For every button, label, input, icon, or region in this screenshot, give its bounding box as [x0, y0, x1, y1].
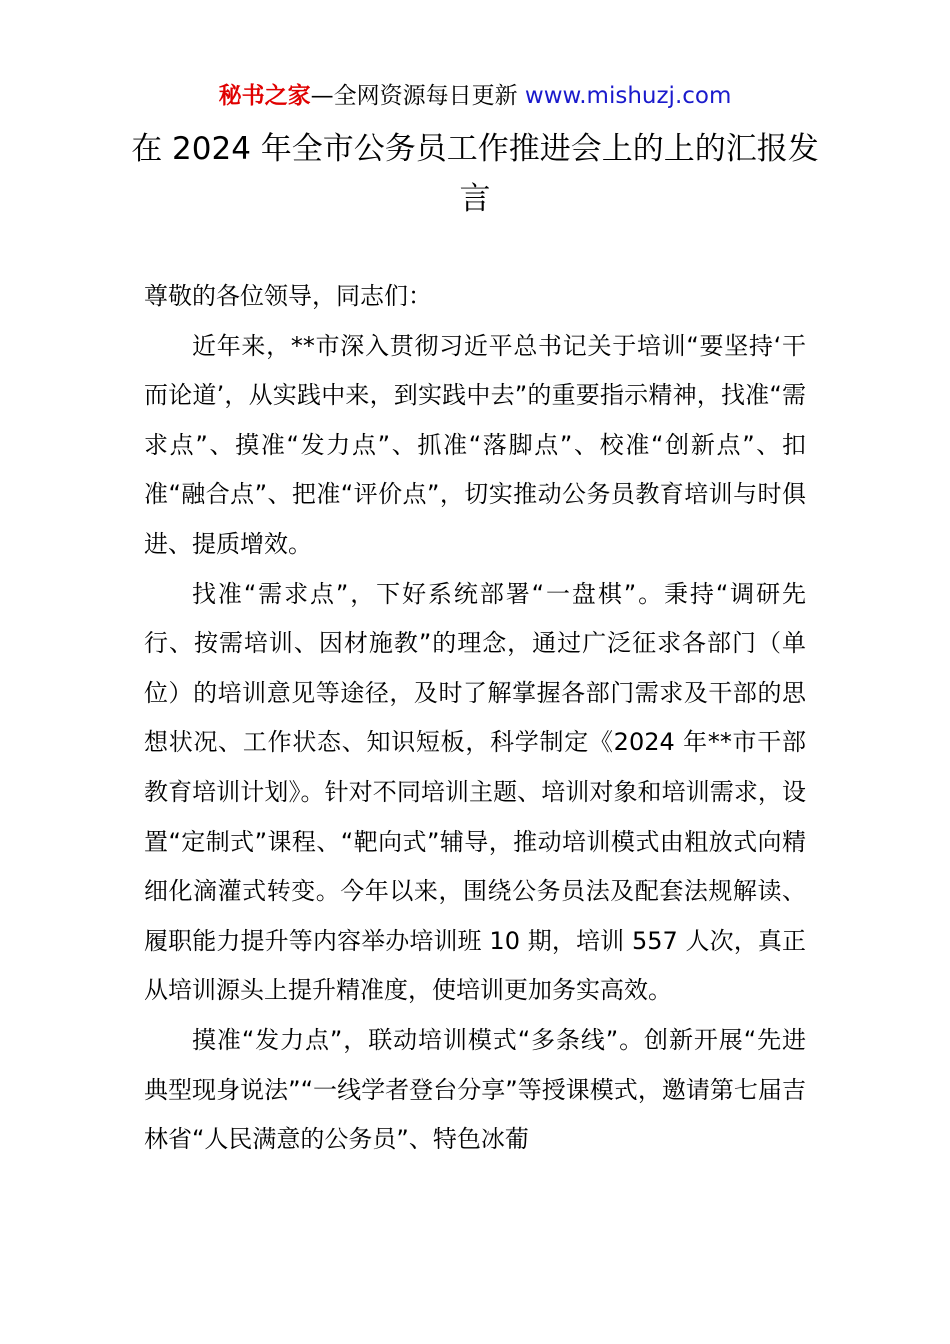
- paragraph-demand-point: 找准“需求点”，下好系统部署“一盘棋”。秉持“调研先行、按需培训、因材施教”的理念，通过广泛征求各部门（单位）的培训意见等途径，及时了解掌握各部门需求及干部的思想状况、工作状态、知识短板，科学制定《2024 年**市干部教育培训计划》。针对不同培训主题、培训对象和培训需求，设置“定制式”课程、“靶向式”辅导，推动培训模式由粗放式向精细化滴灌式转变。今年以来，围绕公务员法及配套法规解读、履职能力提升等内容举办培训班 10 期，培训 557 人次，真正从培训源头上提升精准度，使培训更加务实高效。: [144, 579, 806, 1005]
- paragraph-force-point: 摸准“发力点”，联动培训模式“多条线”。创新开展“先进典型现身说法”“一线学者登台分享”等授课模式，邀请第七届吉林省“人民满意的公务员”、特色冰葡: [144, 1025, 806, 1154]
- banner-brand: 秘书之家: [218, 83, 311, 109]
- salutation: 尊敬的各位领导，同志们：: [144, 282, 432, 310]
- paragraph-intro: 近年来，**市深入贯彻习近平总书记关于培训“要坚持‘干而论道’，从实践中来，到实践中去”的重要指示精神，找准“需求点”、摸准“发力点”、抓准“落脚点”、校准“创新点”、扣准“融合点”、把准“评价点”，切实推动公务员教育培训与时俱进、提质增效。: [144, 331, 806, 558]
- banner-url[interactable]: www.mishuzj.com: [524, 83, 732, 109]
- document-body: [144, 272, 806, 1165]
- site-banner: [0, 80, 950, 112]
- banner-slogan: —全网资源每日更新: [310, 83, 518, 109]
- document-title: 在 2024 年全市公务员工作推进会上的上的汇报发言: [131, 131, 819, 217]
